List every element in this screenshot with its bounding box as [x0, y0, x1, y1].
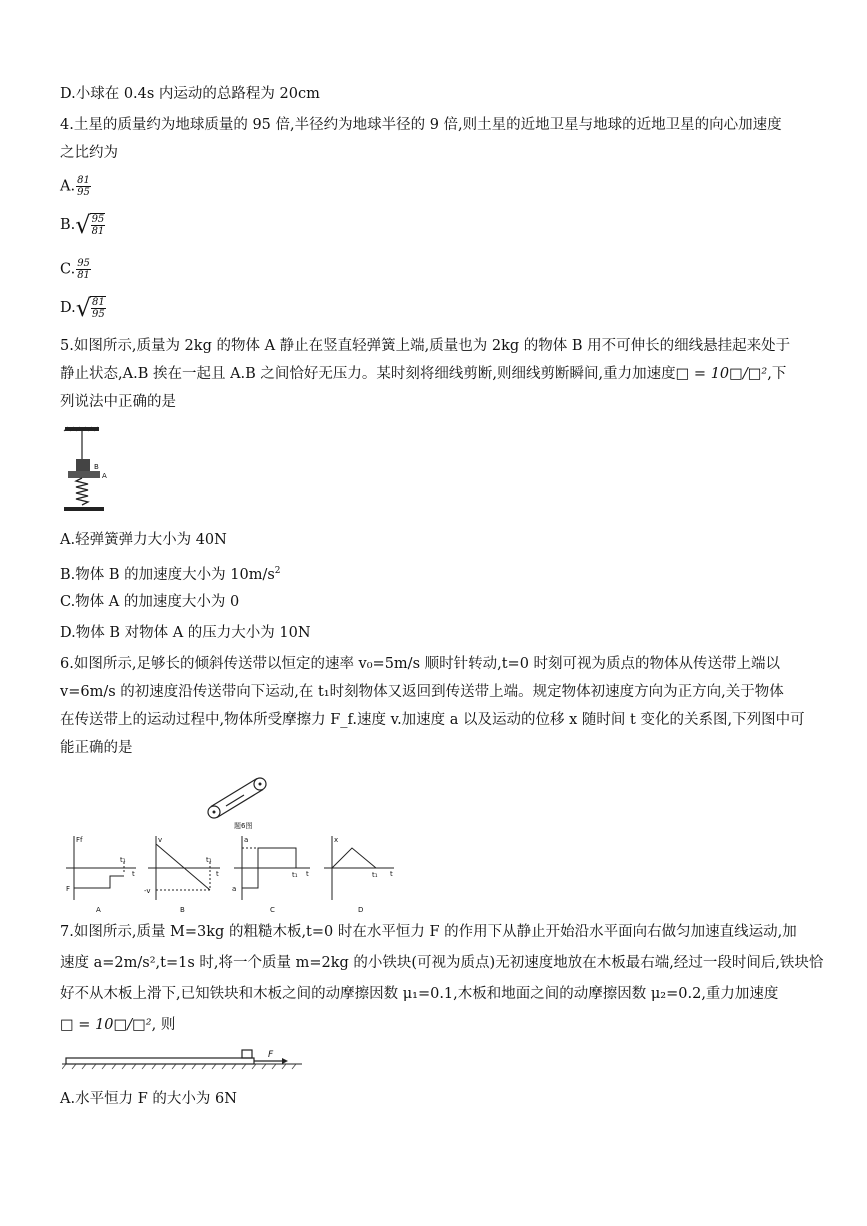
graph-b-label: B	[180, 906, 185, 914]
q5-option-b: B.物体 B 的加速度大小为 $10m/s^2$	[60, 566, 281, 583]
graph-d-ylabel: x	[334, 836, 339, 844]
graph-a-tlabel: t	[132, 870, 135, 878]
label-b: B	[94, 463, 99, 471]
q6-stem-line1: 6.如图所示,足够长的倾斜传送带以恒定的速率 v₀=5m/s 顺时针转动,t=0 时刻可视为质点的物体从传送带上端以	[60, 656, 781, 672]
graph-a-ylabel: Ff	[76, 836, 83, 844]
q4-stem-line2: 之比约为	[60, 145, 118, 161]
graph-d-tlabel: t	[390, 870, 393, 878]
q5-option-c: C.物体 A 的加速度大小为 0	[60, 594, 240, 610]
graph-c-neg: a	[232, 885, 237, 893]
sqrt-symbol: √ $\frac{95}{81}$	[75, 211, 105, 239]
q7-board-figure	[62, 1044, 312, 1076]
spring	[76, 478, 88, 505]
block-b	[76, 459, 90, 471]
graph-a-label: A	[96, 906, 101, 914]
q5-option-a: A.轻弹簧弹力大小为 40N	[60, 532, 227, 548]
q6-stem-line3: 在传送带上的运动过程中,物体所受摩擦力 F_f.速度 v.加速度 a 以及运动的位移 x 随时间 t 变化的关系图,下列图中可	[60, 712, 805, 728]
graph-c-ylabel: a	[244, 836, 249, 844]
q6-graph-options	[60, 832, 405, 914]
label-a: A	[102, 472, 107, 480]
q3-option-d: D.小球在 0.4s 内运动的总路程为 20cm	[60, 86, 320, 102]
graph-b-t1: t₁	[206, 856, 212, 864]
graph-c-tlabel: t	[306, 870, 309, 878]
iron-block	[242, 1050, 252, 1058]
q5-stem-line3: 列说法中正确的是	[60, 394, 176, 410]
graph-b-ylabel: v	[158, 836, 163, 844]
q6-conveyor-figure	[200, 772, 280, 830]
floor	[64, 507, 104, 511]
graph-c-t1: t₁	[292, 871, 298, 879]
q7-stem-line1: 7.如图所示,质量 M=3kg 的粗糙木板,t=0 时在水平恒力 F 的作用下从静止开始沿水平面向右做匀加速直线运动,加	[60, 924, 797, 940]
figure-caption: 题6图	[234, 822, 253, 830]
q6-stem-line2: v=6m/s 的初速度沿传送带向下运动,在 t₁时刻物体又返回到传送带上端。规定物体初速度方向为正方向,关于物体	[60, 684, 784, 700]
q4-option-b: B. √ $\frac{95}{81}$	[60, 211, 105, 239]
graph-b-tlabel: t	[216, 870, 219, 878]
board	[66, 1058, 254, 1064]
q5-spring-figure	[62, 425, 132, 520]
q5-stem-line1: 5.如图所示,质量为 2kg 的物体 A 静止在竖直轻弹簧上端,质量也为 2kg 的物体 B 用不可伸长的细线悬挂起来处于	[60, 338, 791, 354]
graph-a-neg: F	[66, 885, 71, 893]
q4-stem-line1: 4.土星的质量约为地球质量的 95 倍,半径约为地球半径的 9 倍,则土星的近地卫星与地球的近地卫星的向心加速度	[60, 117, 782, 133]
q4-option-a: A. $\frac{81}{95}$	[60, 175, 90, 198]
graph-b-neg: -v	[144, 887, 151, 895]
sqrt-symbol: √ $\frac{81}{95}$	[75, 294, 105, 322]
fraction: $\frac{95}{81}$	[77, 258, 90, 281]
fraction: $\frac{81}{95}$	[77, 175, 90, 198]
q7-stem-line2: 速度 a=2m/s²,t=1s 时,将一个质量 m=2kg 的小铁块(可视为质点)无初速度地放在木板最右端,经过一段时间后,铁块恰	[60, 955, 824, 971]
q4-option-c: C. $\frac{95}{81}$	[60, 258, 90, 281]
q7-option-a: A.水平恒力 F 的大小为 6N	[60, 1091, 237, 1107]
block-a	[68, 471, 100, 478]
q7-stem-line3: 好不从木板上滑下,已知铁块和木板之间的动摩擦因数 μ₁=0.1,木板和地面之间的动摩擦因数 μ₂=0.2,重力加速度	[60, 986, 779, 1002]
graph-a-t1: t₁	[120, 856, 126, 864]
graph-c-label: C	[270, 906, 275, 914]
q4-option-d: D. √ $\frac{81}{95}$	[60, 294, 105, 322]
q5-stem-line2: 静止状态,A.B 挨在一起且 A.B 之间恰好无压力。某时刻将细线剪断,则细线剪断瞬间,重力加速度□ = 10□/□²,下	[60, 366, 787, 382]
graph-d-t1: t₁	[372, 871, 378, 879]
force-label: F	[268, 1050, 274, 1060]
q5-option-d: D.物体 B 对物体 A 的压力大小为 10N	[60, 625, 311, 641]
q7-stem-line4: □ = 10□/□², 则	[60, 1017, 176, 1033]
graph-d-label: D	[358, 906, 364, 914]
q6-stem-line4: 能正确的是	[60, 740, 133, 756]
